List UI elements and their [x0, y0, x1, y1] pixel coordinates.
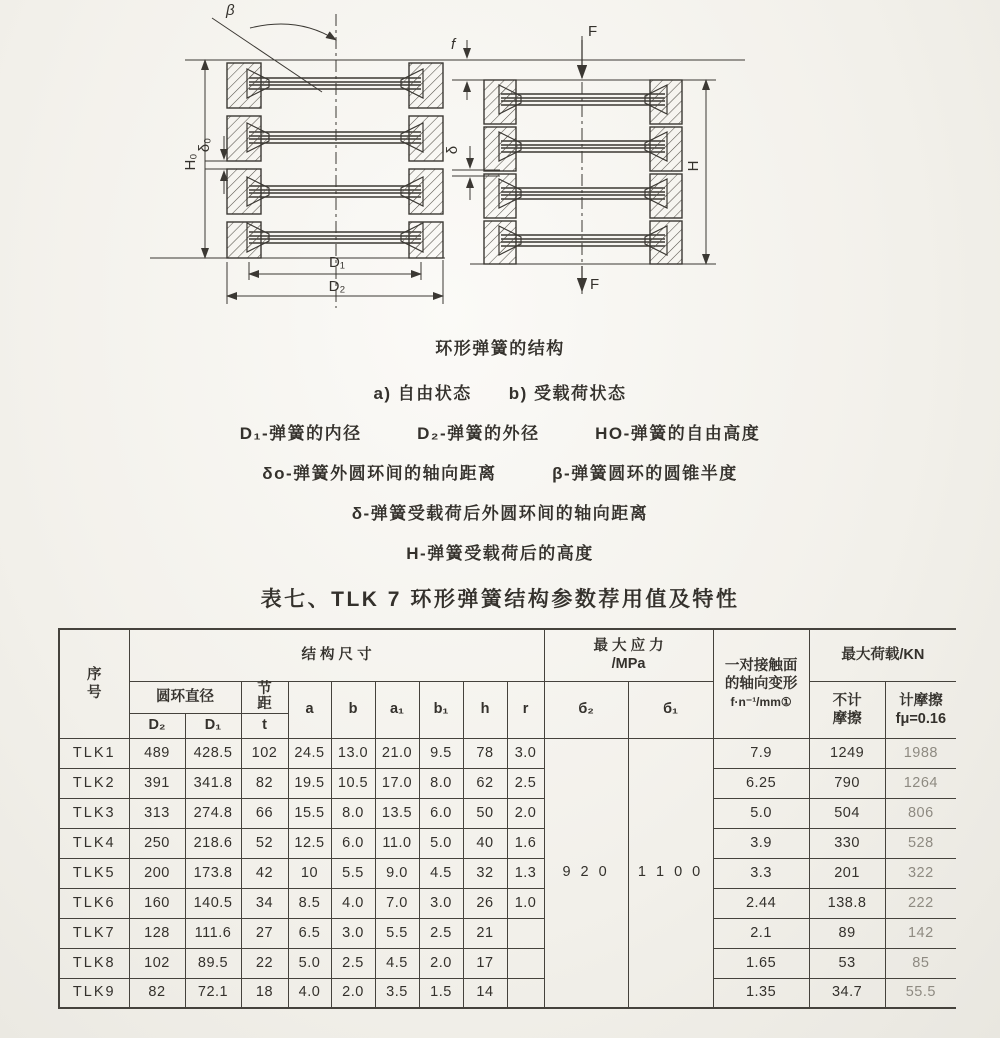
- row-id: TLK1: [59, 738, 129, 768]
- cell-r: 2.0: [507, 798, 544, 828]
- header-structure: 结 构 尺 寸: [129, 629, 544, 681]
- label-force-bottom: F: [590, 276, 600, 293]
- cell-a1: 11.0: [375, 828, 419, 858]
- header-seq-line1: 序: [87, 666, 102, 683]
- header-no-friction: [809, 681, 885, 738]
- label-beta: β: [226, 2, 235, 19]
- cell-t: 27: [241, 918, 288, 948]
- parameter-table: [58, 628, 956, 1009]
- cell-fn: 2.44: [713, 888, 809, 918]
- cell-load-fric: 528: [885, 828, 956, 858]
- cell-a1: 4.5: [375, 948, 419, 978]
- cell-d2: 200: [129, 858, 185, 888]
- cell-r: 3.0: [507, 738, 544, 768]
- table-row: [59, 918, 956, 948]
- header-r: r: [507, 681, 544, 738]
- cell-r: 1.3: [507, 858, 544, 888]
- row-id: TLK2: [59, 768, 129, 798]
- header-max-stress-line1: 最 大 应 力: [593, 638, 664, 655]
- cell-r: [507, 948, 544, 978]
- cell-b1: 2.0: [419, 948, 463, 978]
- header-with-friction-line2: fμ=0.16: [895, 710, 947, 727]
- cell-load-nofric: 89: [809, 918, 885, 948]
- cell-d2: 313: [129, 798, 185, 828]
- cell-d2: 82: [129, 978, 185, 1008]
- cell-b1: 1.5: [419, 978, 463, 1008]
- caption-states: a) 自由状态 b) 受载荷状态: [373, 384, 627, 403]
- label-h0: H₀: [182, 153, 199, 171]
- cell-t: 22: [241, 948, 288, 978]
- row-id: TLK7: [59, 918, 129, 948]
- cell-a: 12.5: [288, 828, 331, 858]
- cell-b: 5.5: [331, 858, 375, 888]
- row-id: TLK8: [59, 948, 129, 978]
- table-title: 表七、TLK 7 环形弹簧结构参数荐用值及特性: [260, 588, 740, 611]
- cell-b1: 5.0: [419, 828, 463, 858]
- cell-d2: 391: [129, 768, 185, 798]
- cell-h: 21: [463, 918, 507, 948]
- cell-h: 50: [463, 798, 507, 828]
- cell-t: 82: [241, 768, 288, 798]
- cell-t: 34: [241, 888, 288, 918]
- cell-h: 26: [463, 888, 507, 918]
- cell-a1: 21.0: [375, 738, 419, 768]
- header-no-friction-line2: 摩擦: [832, 710, 862, 727]
- cell-load-fric: 1264: [885, 768, 956, 798]
- figure-title: 环形弹簧的结构: [435, 339, 565, 358]
- label-force-top: F: [588, 23, 598, 40]
- cell-sigma1-value: 1 1 0 0: [628, 738, 713, 1008]
- row-id: TLK3: [59, 798, 129, 828]
- cell-b: 13.0: [331, 738, 375, 768]
- cell-d1: 274.8: [185, 798, 241, 828]
- cell-h: 62: [463, 768, 507, 798]
- table-row: [59, 738, 956, 768]
- label-h: H: [685, 160, 702, 172]
- header-sigma1: б₁: [628, 681, 713, 738]
- cell-fn: 3.3: [713, 858, 809, 888]
- cell-r: 2.5: [507, 768, 544, 798]
- cell-a: 10: [288, 858, 331, 888]
- header-a: a: [288, 681, 331, 738]
- header-seq-line2: 号: [87, 684, 102, 701]
- header-pitch-line2: 距: [257, 696, 272, 712]
- header-sigma2: б₂: [544, 681, 628, 738]
- cell-a: 5.0: [288, 948, 331, 978]
- row-id: TLK5: [59, 858, 129, 888]
- table-row: [59, 798, 956, 828]
- caption-delta0-beta: δo-弹簧外圆环间的轴向距离 β-弹簧圆环的圆锥半度: [262, 464, 738, 483]
- header-pitch: [241, 681, 288, 713]
- cell-t: 66: [241, 798, 288, 828]
- cell-load-fric: 222: [885, 888, 956, 918]
- header-max-stress: [544, 629, 713, 681]
- cell-a1: 7.0: [375, 888, 419, 918]
- header-a1: a₁: [375, 681, 419, 738]
- row-id: TLK9: [59, 978, 129, 1008]
- caption-diameters: D₁-弹簧的内径 D₂-弹簧的外径 HO-弹簧的自由高度: [239, 424, 761, 443]
- loaded-state-drawing: [452, 36, 716, 294]
- cell-fn: 5.0: [713, 798, 809, 828]
- cell-h: 78: [463, 738, 507, 768]
- table-row: [59, 888, 956, 918]
- cell-b: 2.0: [331, 978, 375, 1008]
- header-b1: b₁: [419, 681, 463, 738]
- cell-b: 8.0: [331, 798, 375, 828]
- cell-sigma2-value: 9 2 0: [544, 738, 628, 1008]
- header-no-friction-line1: 不计: [832, 692, 862, 709]
- cell-h: 40: [463, 828, 507, 858]
- cell-d2: 250: [129, 828, 185, 858]
- header-max-load: 最大荷载/KN: [809, 629, 956, 681]
- cell-a: 24.5: [288, 738, 331, 768]
- cell-load-fric: 142: [885, 918, 956, 948]
- cell-b: 10.5: [331, 768, 375, 798]
- cell-h: 32: [463, 858, 507, 888]
- cell-a: 6.5: [288, 918, 331, 948]
- cell-fn: 1.35: [713, 978, 809, 1008]
- cell-load-nofric: 1249: [809, 738, 885, 768]
- cell-fn: 7.9: [713, 738, 809, 768]
- cell-load-fric: 85: [885, 948, 956, 978]
- table-row: [59, 948, 956, 978]
- header-d1: D₁: [185, 713, 241, 738]
- header-mpa: /MPa: [611, 656, 646, 673]
- header-contact-formula: f·n⁻¹/mm①: [730, 694, 792, 709]
- cell-load-fric: 55.5: [885, 978, 956, 1008]
- cell-load-nofric: 34.7: [809, 978, 885, 1008]
- cell-t: 52: [241, 828, 288, 858]
- cell-load-nofric: 504: [809, 798, 885, 828]
- table-row: [59, 768, 956, 798]
- cell-b: 4.0: [331, 888, 375, 918]
- cell-d2: 489: [129, 738, 185, 768]
- cell-r: 1.6: [507, 828, 544, 858]
- cell-b: 6.0: [331, 828, 375, 858]
- cell-load-nofric: 138.8: [809, 888, 885, 918]
- cell-d1: 173.8: [185, 858, 241, 888]
- cell-load-fric: 806: [885, 798, 956, 828]
- label-d1: D₁: [329, 254, 345, 271]
- cell-d1: 341.8: [185, 768, 241, 798]
- cell-d1: 140.5: [185, 888, 241, 918]
- cell-t: 42: [241, 858, 288, 888]
- cell-a: 8.5: [288, 888, 331, 918]
- cell-r: 1.0: [507, 888, 544, 918]
- header-with-friction: [885, 681, 956, 738]
- header-contact-line2: 的轴向变形: [724, 675, 798, 692]
- cell-load-fric: 1988: [885, 738, 956, 768]
- label-delta0: δ₀: [196, 137, 213, 153]
- cell-b: 3.0: [331, 918, 375, 948]
- label-d2: D₂: [328, 278, 346, 295]
- row-id: TLK4: [59, 828, 129, 858]
- cell-a1: 13.5: [375, 798, 419, 828]
- header-t: t: [241, 713, 288, 738]
- table-row: [59, 828, 956, 858]
- cell-b1: 8.0: [419, 768, 463, 798]
- cell-a1: 17.0: [375, 768, 419, 798]
- cell-load-fric: 322: [885, 858, 956, 888]
- cell-fn: 2.1: [713, 918, 809, 948]
- cell-a: 19.5: [288, 768, 331, 798]
- figure-captions: [0, 334, 1000, 579]
- header-d2: D₂: [129, 713, 185, 738]
- cell-r: [507, 918, 544, 948]
- row-id: TLK6: [59, 888, 129, 918]
- header-with-friction-line1: 计摩擦: [899, 692, 943, 709]
- cell-d1: 218.6: [185, 828, 241, 858]
- header-contact-deformation: [713, 629, 809, 738]
- caption-delta: δ-弹簧受载荷后外圆环间的轴向距离: [351, 504, 649, 523]
- label-delta: δ: [444, 145, 461, 155]
- header-pitch-line1: 节: [257, 681, 272, 697]
- cell-b1: 3.0: [419, 888, 463, 918]
- caption-height: H-弹簧受载荷后的高度: [406, 544, 594, 563]
- cell-t: 102: [241, 738, 288, 768]
- cell-load-nofric: 330: [809, 828, 885, 858]
- cell-b: 2.5: [331, 948, 375, 978]
- header-seq: [59, 629, 129, 738]
- cell-d1: 72.1: [185, 978, 241, 1008]
- table-row: [59, 858, 956, 888]
- cell-d2: 128: [129, 918, 185, 948]
- ring-spring-figure: [0, 0, 1000, 335]
- header-b: b: [331, 681, 375, 738]
- cell-a: 4.0: [288, 978, 331, 1008]
- cell-b1: 4.5: [419, 858, 463, 888]
- cell-fn: 3.9: [713, 828, 809, 858]
- cell-d1: 428.5: [185, 738, 241, 768]
- cell-b1: 6.0: [419, 798, 463, 828]
- header-contact-line1: 一对接触面: [724, 657, 798, 674]
- cell-h: 14: [463, 978, 507, 1008]
- cell-t: 18: [241, 978, 288, 1008]
- label-f-deflection: f: [451, 36, 456, 53]
- cell-fn: 6.25: [713, 768, 809, 798]
- cell-r: [507, 978, 544, 1008]
- cell-b1: 2.5: [419, 918, 463, 948]
- cell-a1: 3.5: [375, 978, 419, 1008]
- cell-d2: 102: [129, 948, 185, 978]
- cell-d2: 160: [129, 888, 185, 918]
- cell-a1: 5.5: [375, 918, 419, 948]
- cell-b1: 9.5: [419, 738, 463, 768]
- cell-load-nofric: 201: [809, 858, 885, 888]
- cell-a1: 9.0: [375, 858, 419, 888]
- header-h: h: [463, 681, 507, 738]
- header-ring-diameter: 圆环直径: [129, 681, 241, 713]
- cell-d1: 111.6: [185, 918, 241, 948]
- cell-d1: 89.5: [185, 948, 241, 978]
- cell-h: 17: [463, 948, 507, 978]
- cell-a: 15.5: [288, 798, 331, 828]
- cell-fn: 1.65: [713, 948, 809, 978]
- cell-load-nofric: 53: [809, 948, 885, 978]
- cell-load-nofric: 790: [809, 768, 885, 798]
- table-row: [59, 978, 956, 1008]
